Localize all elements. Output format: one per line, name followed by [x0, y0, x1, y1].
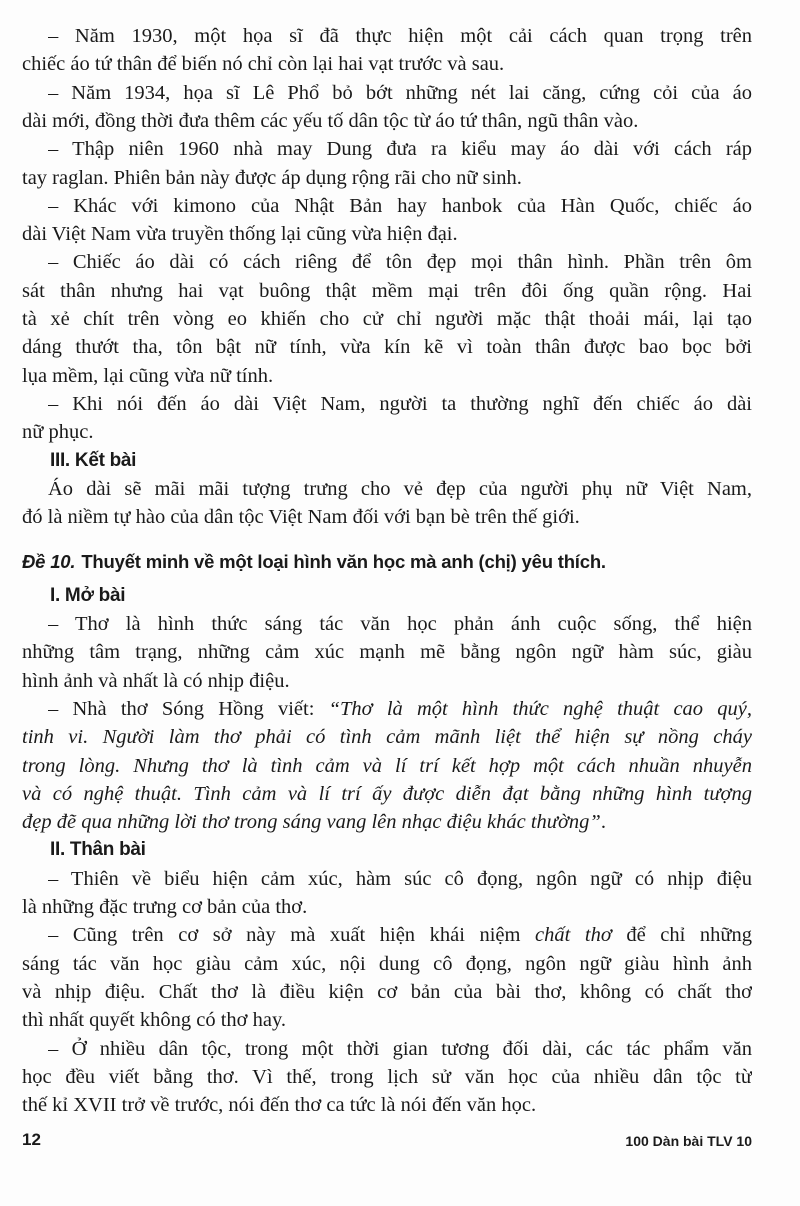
text-line: [22, 808, 752, 836]
text-span: – Cũng trên cơ sở này mà xuất hiện khái niệm: [48, 924, 536, 947]
section-heading: I. Mở bài: [50, 584, 126, 606]
italic-text: “Thơ là một hình thức nghệ thuật cao quý,: [328, 697, 752, 720]
text-line: những tâm trạng, những cảm xúc mạnh mẽ bằng ngôn ngữ hàm súc, giàu: [22, 641, 752, 664]
text-line: – Năm 1930, một họa sĩ đã thực hiện một cải cách quan trọng trên: [48, 25, 752, 47]
page-number: 12: [22, 1130, 41, 1149]
text-line: – Khi nói đến áo dài Việt Nam, người ta thường nghĩ đến chiếc áo dài: [48, 392, 752, 415]
text-line: lụa mềm, lại cũng vừa nữ tính.: [22, 364, 274, 387]
text-span: .: [600, 811, 606, 834]
text-line: – Thiên về biểu hiện cảm xúc, hàm súc cô đọng, ngôn ngữ có nhịp điệu: [48, 867, 752, 890]
text-line: – Năm 1934, họa sĩ Lê Phổ bỏ bớt những nét lai căng, cứng cỏi của áo: [48, 81, 752, 104]
text-line: [22, 780, 752, 808]
text-line: chiếc áo tứ thân để biến nó chỉ còn lại hai vạt trước và sau.: [22, 53, 505, 76]
text-line: hình ảnh và nhất là có nhịp điệu.: [22, 669, 290, 692]
text-line: dài Việt Nam vừa truyền thống lại cũng vừa hiện đại.: [22, 223, 458, 246]
text-line: – Chiếc áo dài có cách riêng để tôn đẹp mọi thân hình. Phần trên ôm: [48, 251, 752, 274]
exercise-title: [22, 548, 606, 576]
text-line: tà xẻ chít trên vòng eo khiến cho cử chỉ người mặc thật thoải mái, lại tạo: [22, 308, 752, 330]
text-line: [48, 695, 752, 723]
exercise-label: Đề 10.: [22, 551, 76, 573]
text-line: đó là niềm tự hào của dân tộc Việt Nam đối với bạn bè trên thế giới.: [22, 506, 580, 529]
italic-text: tinh vi. Người làm thơ phải có tình cảm mãnh liệt thể hiện sự nồng cháy: [22, 726, 752, 749]
text-line: – Khác với kimono của Nhật Bản hay hanbok của Hàn Quốc, chiếc áo: [48, 194, 752, 217]
text-line: – Thập niên 1960 nhà may Dung đưa ra kiểu may áo dài với cách ráp: [48, 138, 752, 161]
text-line: dài mới, đồng thời đưa thêm các yếu tố dân tộc từ áo tứ thân, ngũ thân vào.: [22, 109, 639, 132]
italic-text: và có nghệ thuật. Tình cảm và lí trí ấy được diễn đạt bằng những hình tượng: [22, 782, 752, 805]
text-line: [48, 921, 752, 949]
text-line: sáng tác văn học giàu cảm xúc, nội dung cô đọng, ngôn ngữ giàu hình ảnh: [22, 952, 752, 975]
text-line: thế kỉ XVII trở về trước, nói đến thơ ca tức là nói đến văn học.: [22, 1094, 537, 1117]
text-line: và nhịp điệu. Chất thơ là điều kiện cơ bản của bài thơ, không có chất thơ: [22, 980, 752, 1003]
italic-text: đẹp đẽ qua những lời thơ trong sáng vang lên nhạc điệu khác thường”: [22, 811, 601, 834]
text-line: sát thân nhưng hai vạt buông thật mềm mại trên đôi ống quần rộng. Hai: [22, 279, 752, 302]
text-line: dáng thướt tha, tôn bật nữ tính, vừa kín kẽ vì toàn thân được bao bọc bởi: [22, 336, 752, 359]
text-line: học đều viết bằng thơ. Vì thế, trong lịch sử văn học của nhiều dân tộc từ: [22, 1065, 752, 1088]
text-line: – Ở nhiều dân tộc, trong một thời gian tương đối dài, các tác phẩm văn: [48, 1037, 752, 1060]
text-line: tay raglan. Phiên bản này được áp dụng rộng rãi cho nữ sinh.: [22, 166, 522, 189]
text-line: [22, 752, 752, 780]
exercise-prompt: Thuyết minh về một loại hình văn học mà anh (chị) yêu thích.: [81, 551, 606, 573]
section-heading: II. Thân bài: [50, 839, 146, 861]
text-line: – Thơ là hình thức sáng tác văn học phản ánh cuộc sống, thể hiện: [48, 613, 752, 635]
italic-text: trong lòng. Nhưng thơ là tình cảm và lí trí kết hợp một cách nhuần nhuyễn: [22, 754, 752, 777]
text-span: – Nhà thơ Sóng Hồng viết:: [48, 697, 329, 720]
section-heading: III. Kết bài: [50, 449, 137, 471]
text-line: là những đặc trưng cơ bản của thơ.: [22, 896, 308, 918]
text-line: [22, 723, 752, 751]
running-footer-title: 100 Dàn bài TLV 10: [625, 1133, 752, 1149]
text-span: để chỉ những: [611, 924, 752, 947]
italic-text: chất thơ: [535, 924, 612, 947]
text-line: thì nhất quyết không có thơ hay.: [22, 1009, 287, 1032]
text-line: nữ phục.: [22, 421, 94, 444]
text-line: Áo dài sẽ mãi mãi tượng trưng cho vẻ đẹp của người phụ nữ Việt Nam,: [48, 477, 752, 500]
